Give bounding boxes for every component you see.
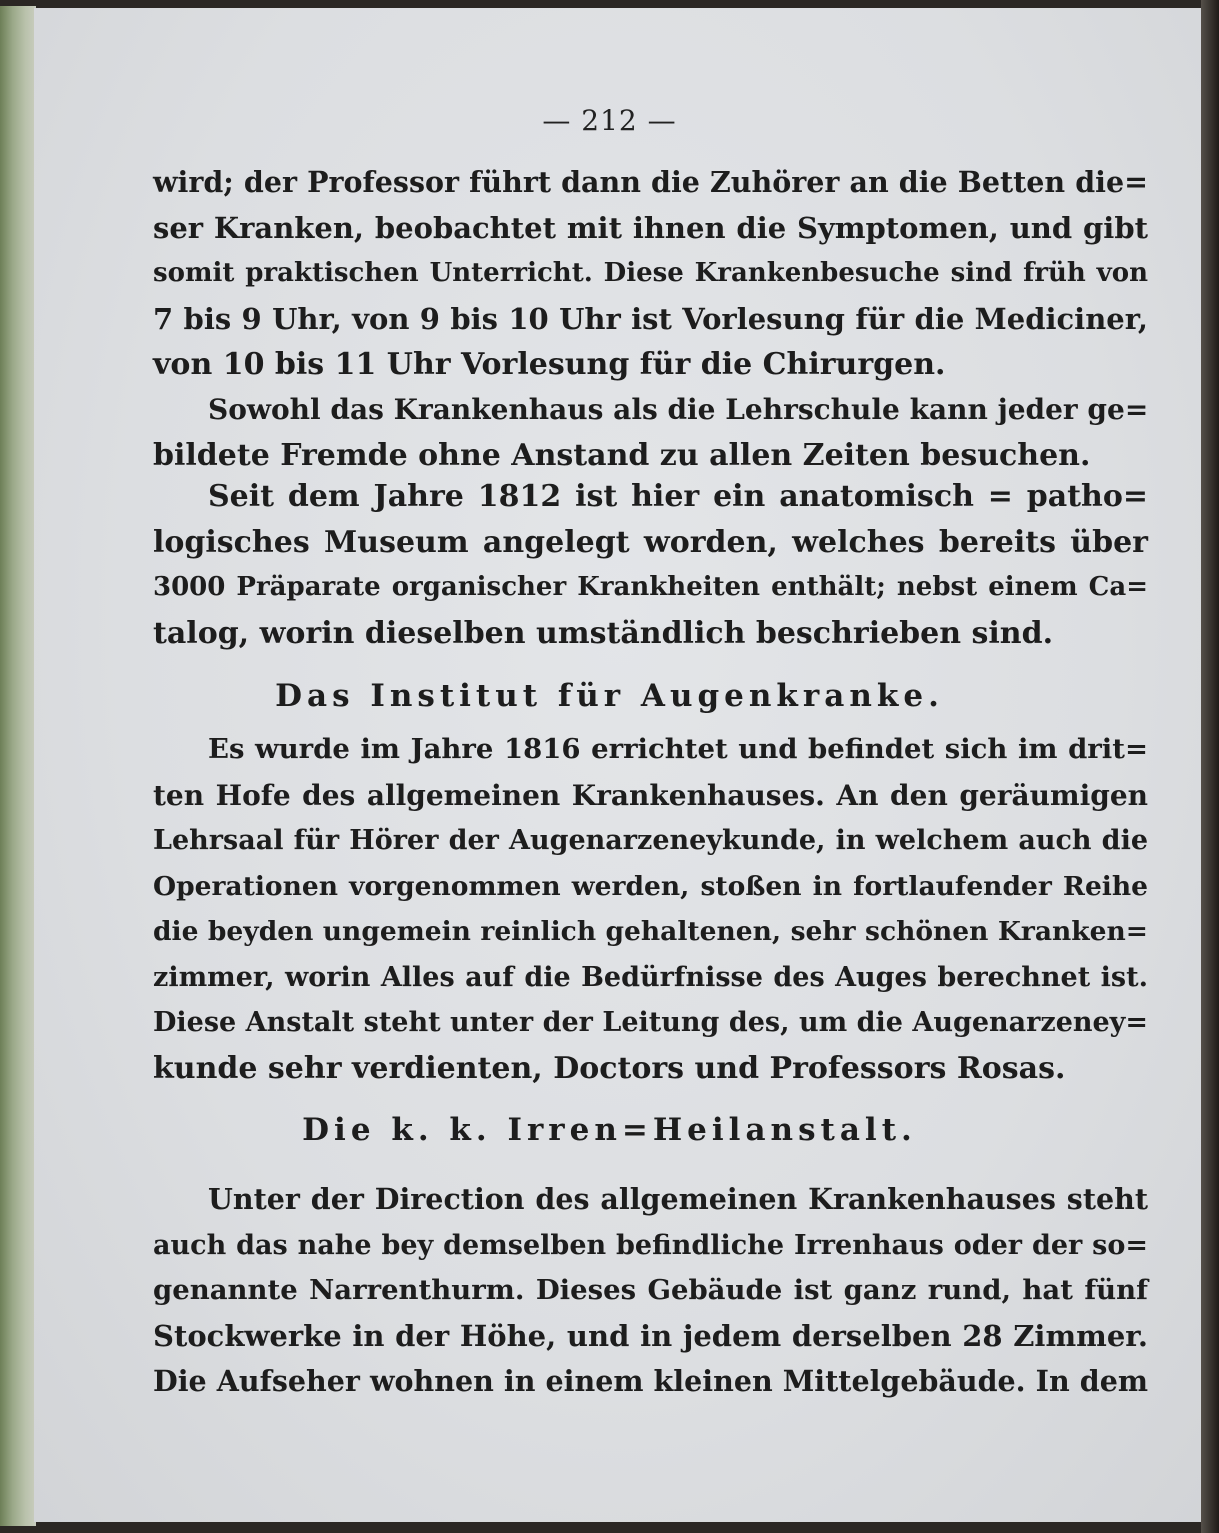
page-number: — 212 — [542,104,677,137]
text-line: wird; der Professor führt dann die Zuhörer an die Betten die= [153,165,1148,199]
text-line: Diese Anstalt steht unter der Leitung des, um die Augenarzeney= [153,1007,1148,1038]
text-line: kunde sehr verdienten, Doctors und Professors Rosas. [153,1050,1066,1086]
text-line: Unter der Direction des allgemeinen Krankenhauses steht [208,1182,1148,1216]
text-line: Es wurde im Jahre 1816 errichtet und befindet sich im drit= [208,733,1148,765]
text-line: 7 bis 9 Uhr, von 9 bis 10 Uhr ist Vorlesung für die Mediciner, [153,301,1148,336]
text-line: logisches Museum angelegt worden, welches bereits über [153,524,1148,560]
text-line: die beyden ungemein reinlich gehaltenen, sehr schönen Kranken= [153,916,1148,947]
text-line: somit praktischen Unterricht. Diese Krankenbesuche sind früh von [153,258,1148,288]
text-line: talog, worin dieselben umständlich beschrieben sind. [153,615,1054,651]
text-line: Lehrsaal für Hörer der Augenarzeneykunde, in welchem auch die [153,825,1148,856]
text-line: genannte Narrenthurm. Dieses Gebäude ist ganz rund, hat fünf [153,1274,1148,1306]
section-heading-irren-heilanstalt: Die k. k. Irren=Heilanstalt. [302,1112,917,1148]
text-line: von 10 bis 11 Uhr Vorlesung für die Chirurgen. [153,347,946,382]
text-line: Seit dem Jahre 1812 ist hier ein anatomisch = patho= [208,479,1148,514]
text-line: Operationen vorgenommen werden, stoßen in fortlaufender Reihe [153,870,1148,902]
text-line: Sowohl das Krankenhaus als die Lehrschule kann jeder ge= [208,393,1149,426]
paragraph-3 [153,474,1148,656]
paragraph-4 [153,727,1148,1091]
page-edge [0,6,36,1526]
binding-shadow [1201,0,1219,1533]
text-line: ser Kranken, beobachtet mit ihnen die Symptomen, und gibt [153,210,1148,245]
paragraph-2 [153,387,1148,478]
text-line: auch das nahe bey demselben befindliche Irrenhaus oder der so= [153,1229,1148,1261]
section-heading-augenkranke: Das Institut für Augenkranke. [275,678,944,714]
paragraph-1 [153,160,1148,388]
text-line: 3000 Präparate organischer Krankheiten enthält; nebst einem Ca= [153,572,1148,602]
text-line: bildete Fremde ohne Anstand zu allen Zeiten besuchen. [153,437,1091,473]
paragraph-5 [153,1177,1148,1405]
text-line: Stockwerke in der Höhe, und in jedem derselben 28 Zimmer. [153,1318,1148,1353]
text-line: ten Hofe des allgemeinen Krankenhauses. An den geräumigen [153,778,1148,812]
text-line: Die Aufseher wohnen in einem kleinen Mittelgebäude. In dem [153,1364,1148,1398]
text-line: zimmer, worin Alles auf die Bedürfnisse des Auges berechnet ist. [153,961,1148,993]
